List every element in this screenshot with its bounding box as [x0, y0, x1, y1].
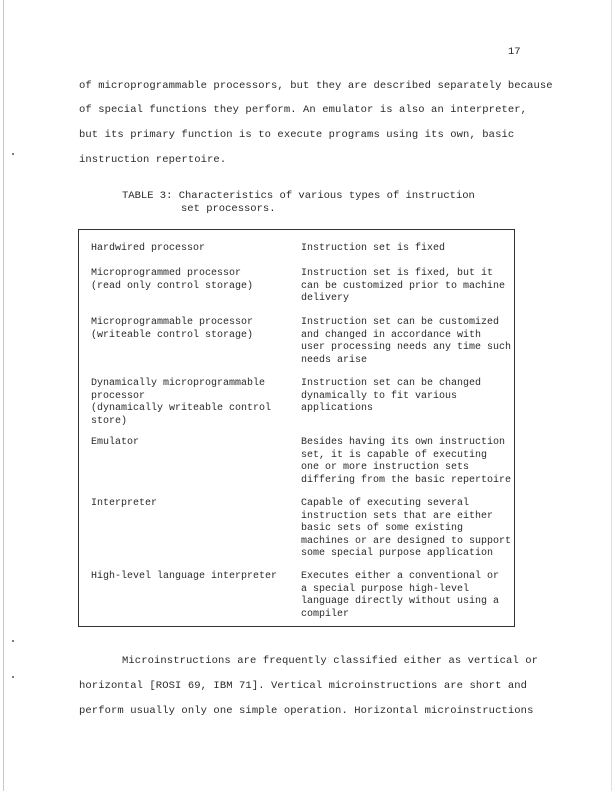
margin-speck	[12, 640, 14, 642]
table-row-description	[301, 317, 511, 367]
table-caption: TABLE 3: Characteristics of various types of instruction	[122, 190, 475, 202]
table-row-type	[91, 571, 277, 584]
table-cell-text: Instruction set can be customized	[301, 317, 500, 328]
table-row-description	[301, 378, 481, 416]
table-cell-text: store)	[91, 415, 128, 427]
table-cell-text: Interpreter	[91, 498, 158, 509]
table-cell-text: (dynamically writeable control	[91, 403, 272, 414]
table-cell-text: Instruction set can be changed	[301, 378, 482, 389]
table-cell-text: (writeable control storage)	[91, 329, 254, 341]
table-cell-text: and changed in accordance with	[301, 329, 482, 341]
table-row-type	[91, 498, 157, 511]
table-row-description	[301, 437, 511, 487]
table-cell-text: dynamically to fit various	[301, 390, 458, 402]
table-cell-text: a special purpose high-level	[301, 583, 470, 595]
page-binding-edge	[3, 0, 4, 791]
table-cell-text: compiler	[301, 608, 350, 620]
table-cell-text: Instruction set is fixed, but it	[301, 268, 494, 279]
table-cell-text: Microprogrammed processor	[91, 268, 242, 279]
table-row-description	[301, 498, 511, 561]
table-row-type	[91, 317, 253, 342]
table-row-type	[91, 437, 139, 450]
table-row-description	[301, 268, 505, 306]
table-cell-text: basic sets of some existing	[301, 523, 464, 534]
table-cell-text: Executes either a conventional or	[301, 571, 500, 582]
table-cell-text: delivery	[301, 293, 350, 304]
table-cell-text: Microprogrammable processor	[91, 317, 254, 328]
table-caption-continuation: set processors.	[181, 203, 276, 215]
table-row-description	[301, 571, 499, 621]
closing-paragraph-line: Microinstructions are frequently classified either as vertical or	[122, 655, 539, 667]
table-row-description	[301, 243, 445, 256]
table-cell-text: Capable of executing several	[301, 498, 470, 509]
table-cell-text: High-level language interpreter	[91, 571, 278, 582]
table-cell-text: needs arise	[301, 354, 368, 366]
table-cell-text: differing from the basic repertoire	[301, 474, 512, 486]
table-cell-text: user processing needs any time such	[301, 342, 512, 353]
table-cell-text: language directly without using a	[301, 596, 500, 607]
table-row-type	[91, 378, 271, 428]
table-cell-text: can be customized prior to machine	[301, 280, 506, 292]
intro-paragraph-line: instruction repertoire.	[79, 154, 227, 166]
page-number: 17	[508, 46, 521, 58]
table-cell-text: (read only control storage)	[91, 280, 254, 292]
intro-paragraph-line: but its primary function is to execute programs using its own, basic	[79, 129, 515, 141]
margin-speck	[12, 153, 14, 155]
table-cell-text: machines or are designed to support	[301, 535, 512, 547]
table-cell-text: applications	[301, 403, 374, 414]
table-cell-text: Hardwired processor	[91, 243, 206, 254]
table-cell-text: processor	[91, 390, 146, 402]
margin-speck	[12, 676, 14, 678]
characteristics-table	[78, 229, 515, 627]
table-row-type	[91, 243, 205, 256]
table-cell-text: Instruction set is fixed	[301, 243, 446, 254]
table-cell-text: Besides having its own instruction	[301, 437, 506, 448]
table-cell-text: Dynamically microprogrammable	[91, 378, 266, 389]
table-cell-text: some special purpose application	[301, 548, 494, 559]
table-cell-text: Emulator	[91, 437, 140, 448]
table-cell-text: set, it is capable of executing	[301, 449, 488, 461]
closing-paragraph-line: perform usually only one simple operation. Horizontal microinstructions	[79, 705, 534, 717]
intro-paragraph-line: of microprogrammable processors, but they are described separately because	[79, 80, 553, 92]
closing-paragraph-line: horizontal [ROSI 69, IBM 71]. Vertical microinstructions are short and	[79, 680, 528, 692]
table-row-type	[91, 268, 253, 293]
table-cell-text: instruction sets that are either	[301, 510, 494, 522]
intro-paragraph-line: of special functions they perform. An emulator is also an interpreter,	[79, 104, 528, 116]
table-cell-text: one or more instruction sets	[301, 462, 470, 473]
table-corner-mark	[514, 230, 515, 236]
